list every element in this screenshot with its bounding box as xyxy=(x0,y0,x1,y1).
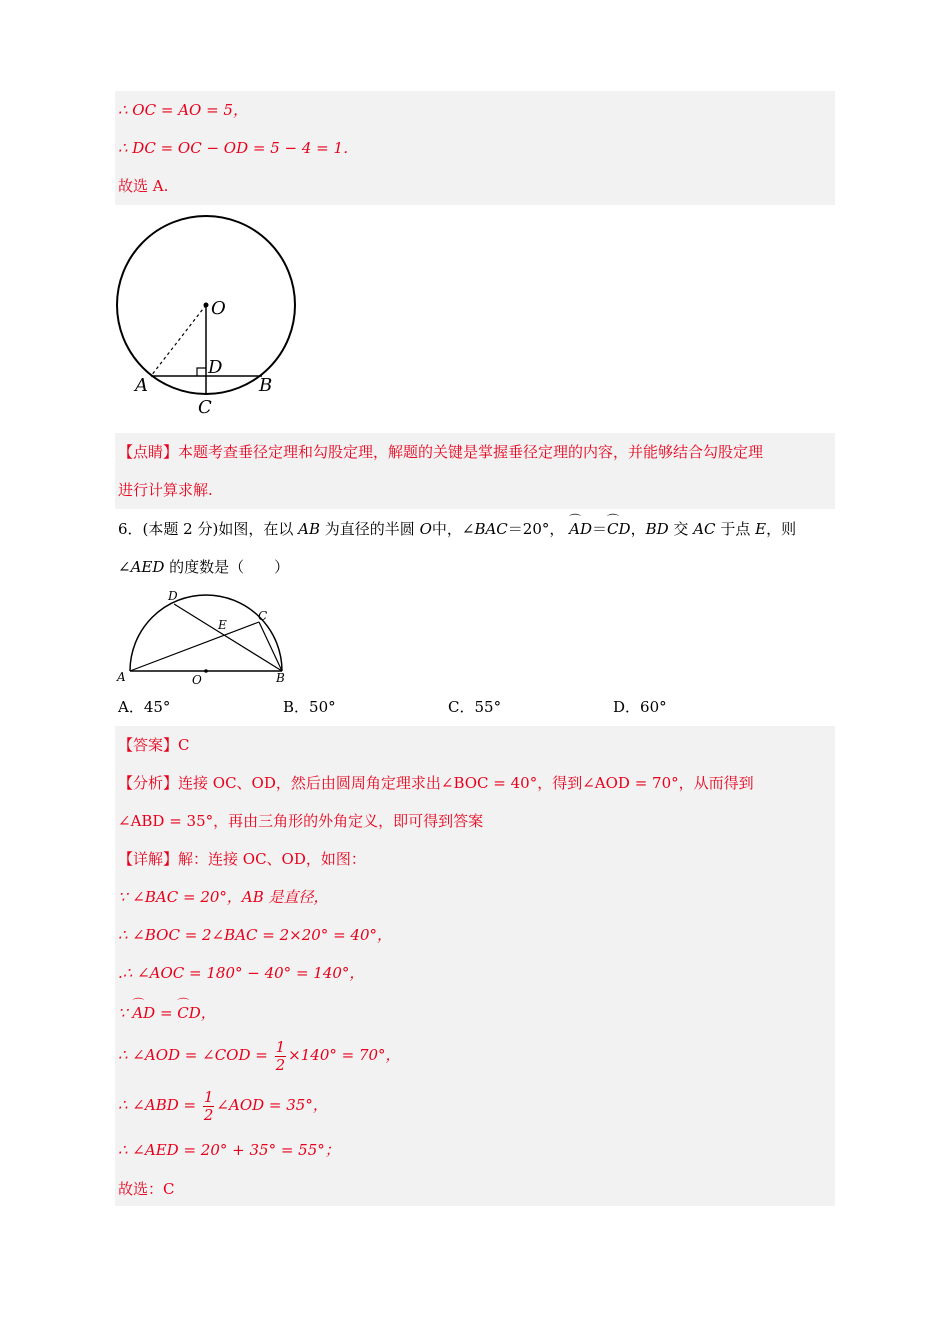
option-b[interactable]: B．50° xyxy=(283,698,336,716)
question-stem-1: 6．(本题 2 分)如图，在以 AB 为直径的半圆 O中，∠BAC＝20°， ⌒ AD＝⌒ CD，BD 交 AC 于点 E，则 xyxy=(118,519,796,539)
analysis-tag: 【分析】 xyxy=(118,774,179,792)
choice-a: 故选 A. xyxy=(118,177,169,195)
option-c[interactable]: C．55° xyxy=(448,698,502,716)
question-stem-2: ∠AED 的度数是（ ） xyxy=(118,558,290,576)
detail-step-3: .∴ ∠AOC = 180° − 40° = 140°， xyxy=(118,964,365,982)
center-o xyxy=(204,669,208,673)
detail-step-7: ∴ ∠AED = 20° + 35° = 55°； xyxy=(118,1141,340,1159)
label-b: B xyxy=(259,375,273,396)
label-d2: D xyxy=(168,589,178,603)
comment-line-1 xyxy=(118,442,763,462)
label-b2: B xyxy=(276,671,285,685)
detail-intro: 【详解】解：连接 OC、OD，如图： xyxy=(118,850,366,868)
comment-line-2: 进行计算求解. xyxy=(118,481,213,499)
answer-tag: 【答案】 xyxy=(118,736,179,754)
arc-cd: ⌒ CD xyxy=(607,519,631,539)
dashed-ao xyxy=(151,305,206,376)
detail-step-5: ∴ ∠AOD = ∠COD = $\frac{1}{2}$ ×140° = 70°， xyxy=(118,1037,401,1074)
label-c2: C xyxy=(258,609,268,623)
detail-step-2: ∴ ∠BOC = 2∠BAC = 2×20° = 40°， xyxy=(118,926,392,944)
comment-text-1: 本题考查垂径定理和勾股定理，解题的关键是掌握垂径定理的内容，并能够结合勾股定理 xyxy=(178,443,764,461)
label-a2: A xyxy=(117,670,126,684)
option-d[interactable]: D．60° xyxy=(613,698,667,716)
analysis-line-2: ∠ABD = 35°，再由三角形的外角定义，即可得到答案 xyxy=(118,812,484,830)
fraction-half-1: $\frac{1}{2}$ xyxy=(275,1037,286,1074)
step-dc: ∴ DC = OC − OD = 5 − 4 = 1． xyxy=(118,139,359,157)
label-a: A xyxy=(135,375,148,396)
detail-arc-ad: ⌒ AD xyxy=(132,1003,155,1023)
label-c: C xyxy=(198,397,212,418)
question-number: 6．(本题 2 分) xyxy=(118,520,219,538)
right-angle-mark xyxy=(197,368,206,376)
chord-ac xyxy=(130,622,259,671)
fraction-half-2: $\frac{1}{2}$ xyxy=(203,1087,214,1124)
detail-step-4: ∵ ⌒ AD = ⌒ CD， xyxy=(118,1003,216,1023)
label-o: O xyxy=(211,298,226,319)
semicircle-figure xyxy=(112,588,292,688)
arc-ad: ⌒ AD xyxy=(569,519,592,539)
detail-step-1: ∵ ∠BAC = 20°，AB 是直径， xyxy=(118,888,329,906)
semicircle-arc xyxy=(130,595,282,671)
label-e2: E xyxy=(218,618,227,632)
detail-choice: 故选：C xyxy=(118,1180,175,1198)
label-d: D xyxy=(208,357,223,378)
answer-line xyxy=(118,735,190,755)
analysis-line-1: 【分析】连接 OC、OD，然后由圆周角定理求出∠BOC = 40°，得到∠AOD = 70°，从而得到 xyxy=(118,774,754,792)
label-o2: O xyxy=(192,673,202,687)
option-a[interactable]: A．45° xyxy=(118,698,171,716)
detail-step-6: ∴ ∠ABD = $\frac{1}{2}$ ∠AOD = 35°， xyxy=(118,1087,328,1124)
detail-tag: 【详解】 xyxy=(118,850,179,868)
comment-tag: 【点睛】 xyxy=(118,443,179,461)
detail-arc-cd: ⌒ CD xyxy=(177,1003,201,1023)
step-oc-ao: ∴ OC = AO = 5， xyxy=(118,101,248,119)
circle-figure xyxy=(110,210,310,420)
answer-value: C xyxy=(178,736,190,754)
